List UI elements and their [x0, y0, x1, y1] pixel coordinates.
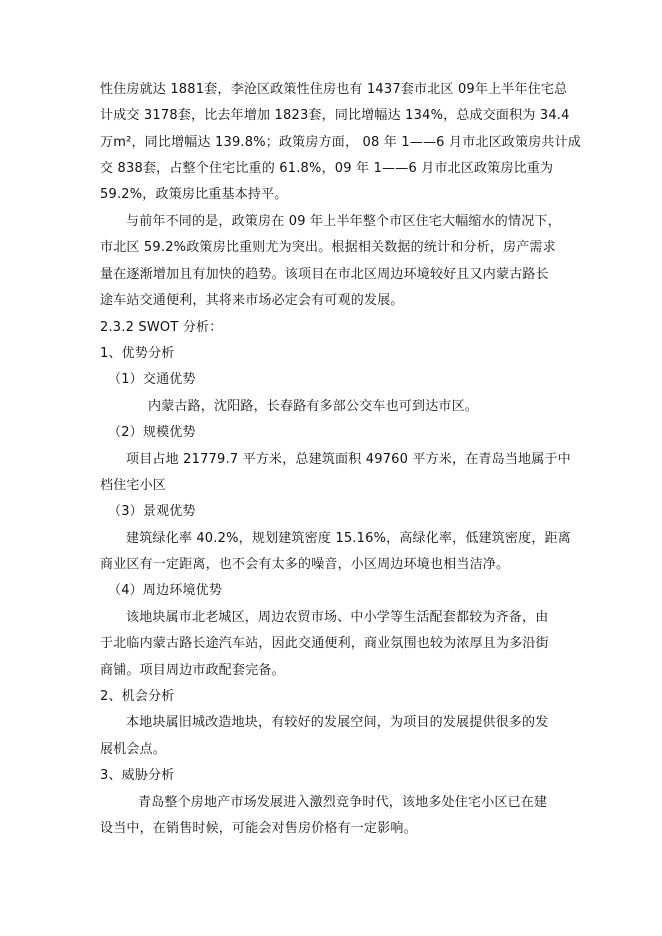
paragraph-line: 万m²，同比增幅达 139.8%；政策房方面， 08 年 1——6 月市北区政策房共计成: [100, 135, 581, 150]
paragraph-line: 量在逐渐增加且有加快的趋势。该项目在市北区周边环境较好且又内蒙古路长: [100, 267, 549, 282]
section-heading: 2.3.2 SWOT 分析：: [100, 320, 223, 335]
paragraph-line: 设当中，在销售时候，可能会对售房价格有一定影响。: [100, 821, 417, 836]
paragraph-line: 项目占地 21779.7 平方米，总建筑面积 49760 平方米，在青岛当地属于中: [126, 452, 571, 467]
item-heading: （3）景观优势: [108, 504, 196, 519]
paragraph-line: 交 838套，占整个住宅比重的 61.8%，09 年 1——6 月市北区政策房比重为: [100, 161, 554, 176]
paragraph-line: 计成交 3178套，比去年增加 1823套，同比增幅达 134%，总成交面积为 34.4: [100, 108, 570, 123]
subsection-heading: 2、机会分析: [100, 689, 175, 704]
paragraph-line: 内蒙古路，沈阳路，长春路有多部公交车也可到达市区。: [148, 399, 479, 414]
paragraph-line: 青岛整个房地产市场发展进入激烈竞争时代，该地多处住宅小区已在建: [138, 795, 548, 810]
paragraph-line: 商业区有一定距离，也不会有太多的噪音，小区周边环境也相当洁净。: [100, 557, 510, 572]
item-heading: （1）交通优势: [108, 372, 196, 387]
item-heading: （4）周边环境优势: [108, 583, 223, 598]
paragraph-line: 途车站交通便利，其将来市场必定会有可观的发展。: [100, 293, 404, 308]
paragraph-line: 于北临内蒙古路长途汽车站，因此交通便利，商业氛围也较为浓厚且为多沿街: [100, 636, 549, 651]
paragraph-line: 建筑绿化率 40.2%，规划建筑密度 15.16%，高绿化率，低建筑密度，距离: [126, 531, 571, 546]
subsection-heading: 3、威胁分析: [100, 768, 175, 783]
paragraph-line: 性住房就达 1881套，李沧区政策性住房也有 1437套市北区 09年上半年住宅总: [100, 82, 568, 97]
paragraph-line: 本地块属旧城改造地块，有较好的发展空间，为项目的发展提供很多的发: [126, 715, 549, 730]
paragraph-line: 展机会点。: [100, 742, 167, 757]
item-heading: （2）规模优势: [108, 425, 196, 440]
paragraph-line: 与前年不同的是，政策房在 09 年上半年整个市区住宅大幅缩水的情况下，: [126, 214, 561, 229]
paragraph-line: 该地块属市北老城区，周边农贸市场、中小学等生活配套都较为齐备，由: [126, 610, 549, 625]
paragraph-line: 59.2%，政策房比重基本持平。: [100, 187, 288, 202]
subsection-heading: 1、优势分析: [100, 346, 175, 361]
paragraph-line: 市北区 59.2%政策房比重则尤为突出。根据相关数据的统计和分析，房产需求: [100, 240, 556, 255]
paragraph-line: 商铺。项目周边市政配套完备。: [100, 663, 285, 678]
paragraph-line: 档住宅小区: [100, 478, 167, 493]
